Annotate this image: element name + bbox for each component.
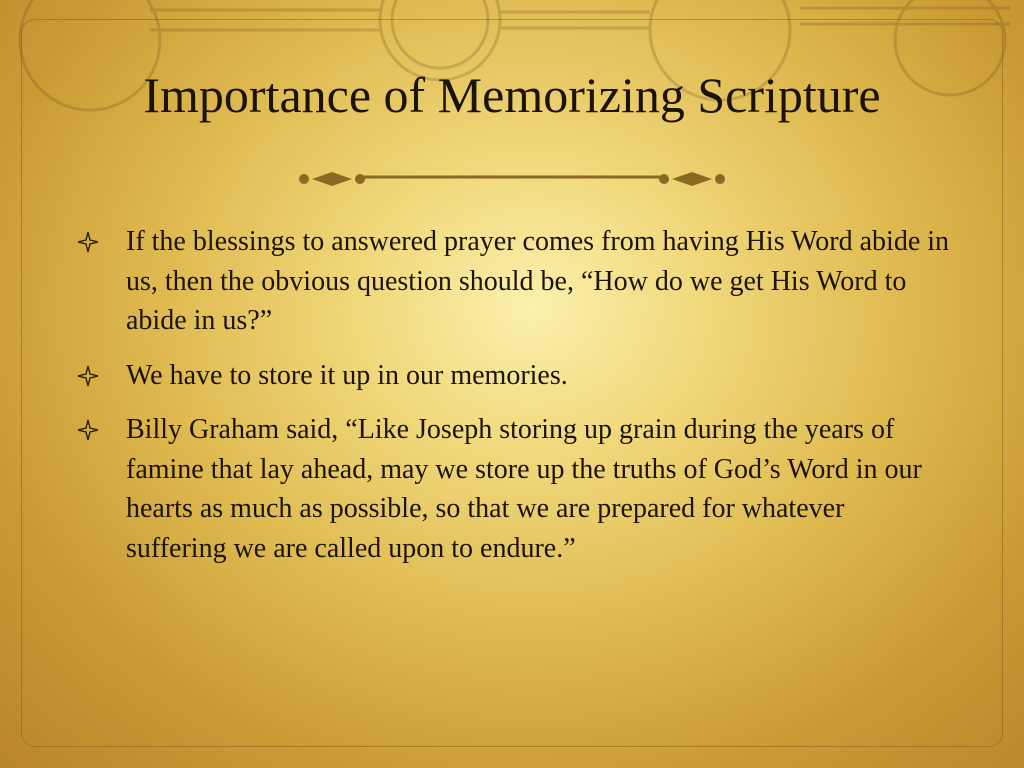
bullet-item	[70, 356, 950, 396]
bullet-item	[70, 222, 950, 341]
four-point-star-icon	[78, 420, 98, 440]
four-point-star-icon	[78, 232, 98, 252]
bullet-text: If the blessings to answered prayer comes from having His Word abide in us, then the obvious question should be, “How do we get His Word to abide in us?”	[126, 226, 950, 336]
bullet-text: Billy Graham said, “Like Joseph storing up grain during the years of famine that lay ahead, may we store up the truths of God’s Word in our hearts as much as possible, so that we are prepared for whatever suffering we are called upon to endure.”	[126, 414, 922, 564]
bullet-list	[70, 222, 950, 583]
slide-title: Importance of Memorizing Scripture	[143, 67, 881, 123]
bullet-text: We have to store it up in our memories.	[126, 359, 568, 391]
bullet-item	[70, 410, 950, 568]
four-point-star-icon	[78, 366, 98, 386]
ornamental-divider-icon	[298, 166, 726, 192]
